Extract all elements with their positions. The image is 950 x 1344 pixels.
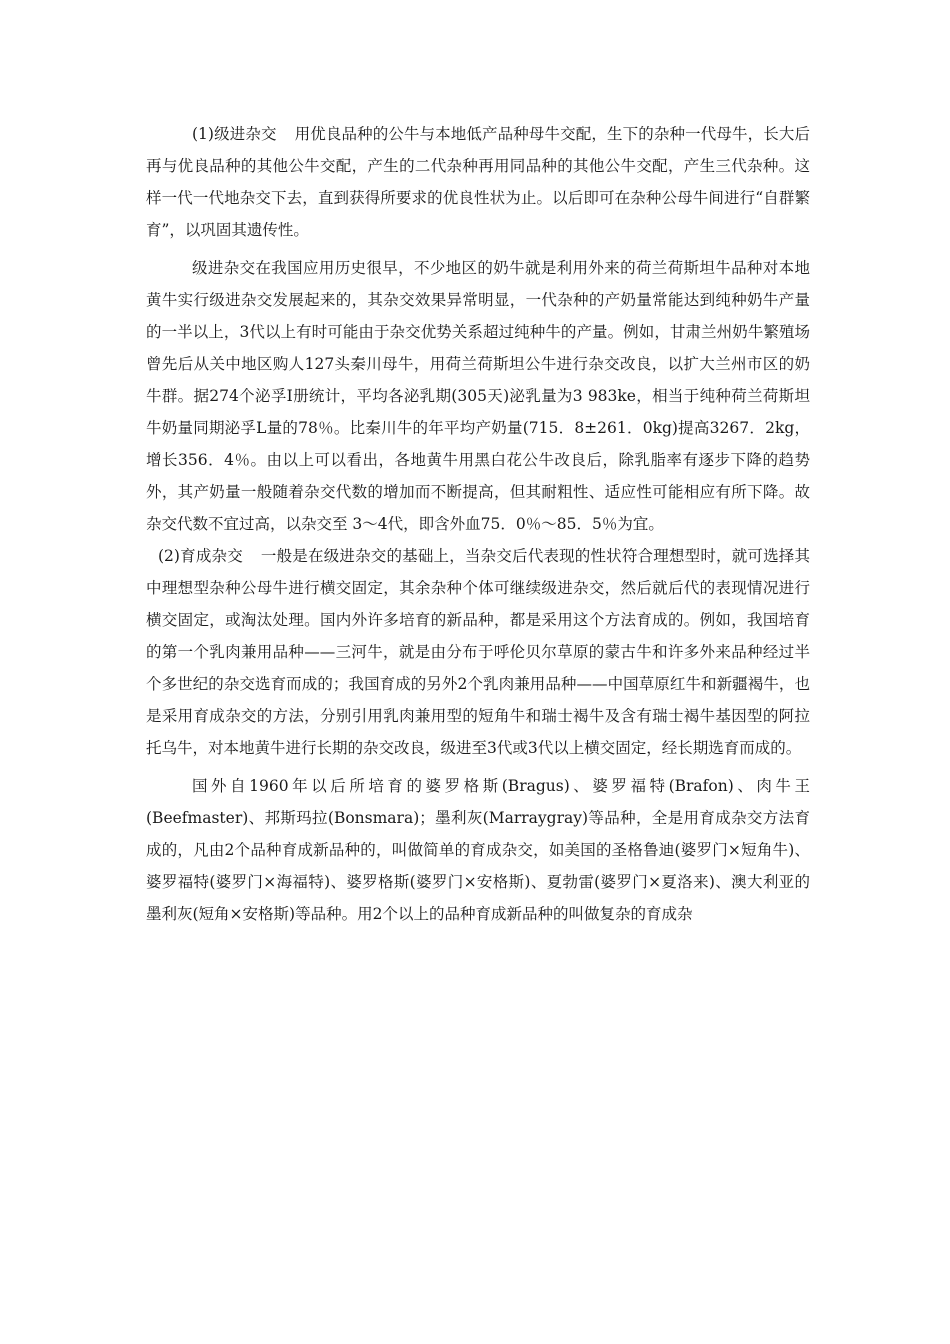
document-page xyxy=(146,118,810,930)
paragraph-grading-up-history xyxy=(146,252,810,540)
paragraph-foreign-breeds xyxy=(146,770,810,930)
paragraph-text: 用优良品种的公牛与本地低产品种母牛交配，生下的杂种一代母牛，长大后再与优良品种的其他公牛交配，产生的二代杂种再用同品种的其他公牛交配，产生三代杂种。这样一代一代地杂交下去，直到获得所要求的优良性状为止。以后即可在杂种公母牛间进行“自群繁育”，以巩固其遗传性。 xyxy=(146,125,810,239)
paragraph-text: 一般是在级进杂交的基础上，当杂交后代表现的性状符合理想型时，就可选择其中理想型杂种公母牛进行横交固定，其余杂种个体可继续级进杂交，然后就后代的表现情况进行横交固定，或淘汰处理。国内外许多培育的新品种，都是采用这个方法育成的。例如，我国培育的第一个乳肉兼用品种——三河牛，就是由分布于呼伦贝尔草原的蒙古牛和许多外来品种经过半个多世纪的杂交选育而成的；我国育成的另外2个乳肉兼用品种——中国草原红牛和新疆褐牛，也是采用育成杂交的方法，分别引用乳肉兼用型的短角牛和瑞士褐牛及含有瑞士褐牛基因型的阿拉托乌牛，对本地黄牛进行长期的杂交改良，级进至3代或3代以上横交固定，经长期选育而成的。 xyxy=(146,547,810,757)
paragraph-grading-up-crossing xyxy=(146,118,810,246)
paragraph-text: 国外自1960年以后所培育的婆罗格斯(Bragus)、婆罗福特(Brafon)、肉牛王(Beefmaster)、邦斯玛拉(Bonsmara)；墨利灰(Marraygray)等品种，全是用育成杂交方法育成的，凡由2个品种育成新品种的，叫做简单的育成杂交，如美国的圣格鲁迪(婆罗门×短角牛)、婆罗福特(婆罗门×海福特)、婆罗格斯(婆罗门×安格斯)、夏勃雷(婆罗门×夏洛来)、澳大利亚的墨利灰(短角×安格斯)等品种。用2个以上的品种育成新品种的叫做复杂的育成杂 xyxy=(146,777,810,923)
section-term-grading-up: (1)级进杂交 xyxy=(192,125,277,143)
paragraph-text: 级进杂交在我国应用历史很早，不少地区的奶牛就是利用外来的荷兰荷斯坦牛品种对本地黄牛实行级进杂交发展起来的，其杂交效果异常明显，一代杂种的产奶量常能达到纯种奶牛产量的一半以上，3代以上有时可能由于杂交优势关系超过纯种牛的产量。例如，甘肃兰州奶牛繁殖场曾先后从关中地区购人127头秦川母牛，用荷兰荷斯坦公牛进行杂交改良，以扩大兰州市区的奶牛群。据274个泌孚I册统计，平均各泌乳期(305天)泌乳量为3 983ke，相当于纯种荷兰荷斯坦牛奶量同期泌孚L量的78％。比秦川牛的年平均产奶量(715．8±261．0kg)提高3267．2kg，增长356．4％。由以上可以看出，各地黄牛用黑白花公牛改良后，除乳脂率有逐步下降的趋势外，其产奶量一般随着杂交代数的增加而不断提高，但其耐粗性、适应性可能相应有所下降。故杂交代数不宜过高，以杂交至 3～4代，即含外血75．0％～85．5％为宜。 xyxy=(146,259,810,533)
paragraph-synthetic-crossing xyxy=(146,540,810,764)
section-term-synthetic: (2)育成杂交 xyxy=(158,547,243,565)
